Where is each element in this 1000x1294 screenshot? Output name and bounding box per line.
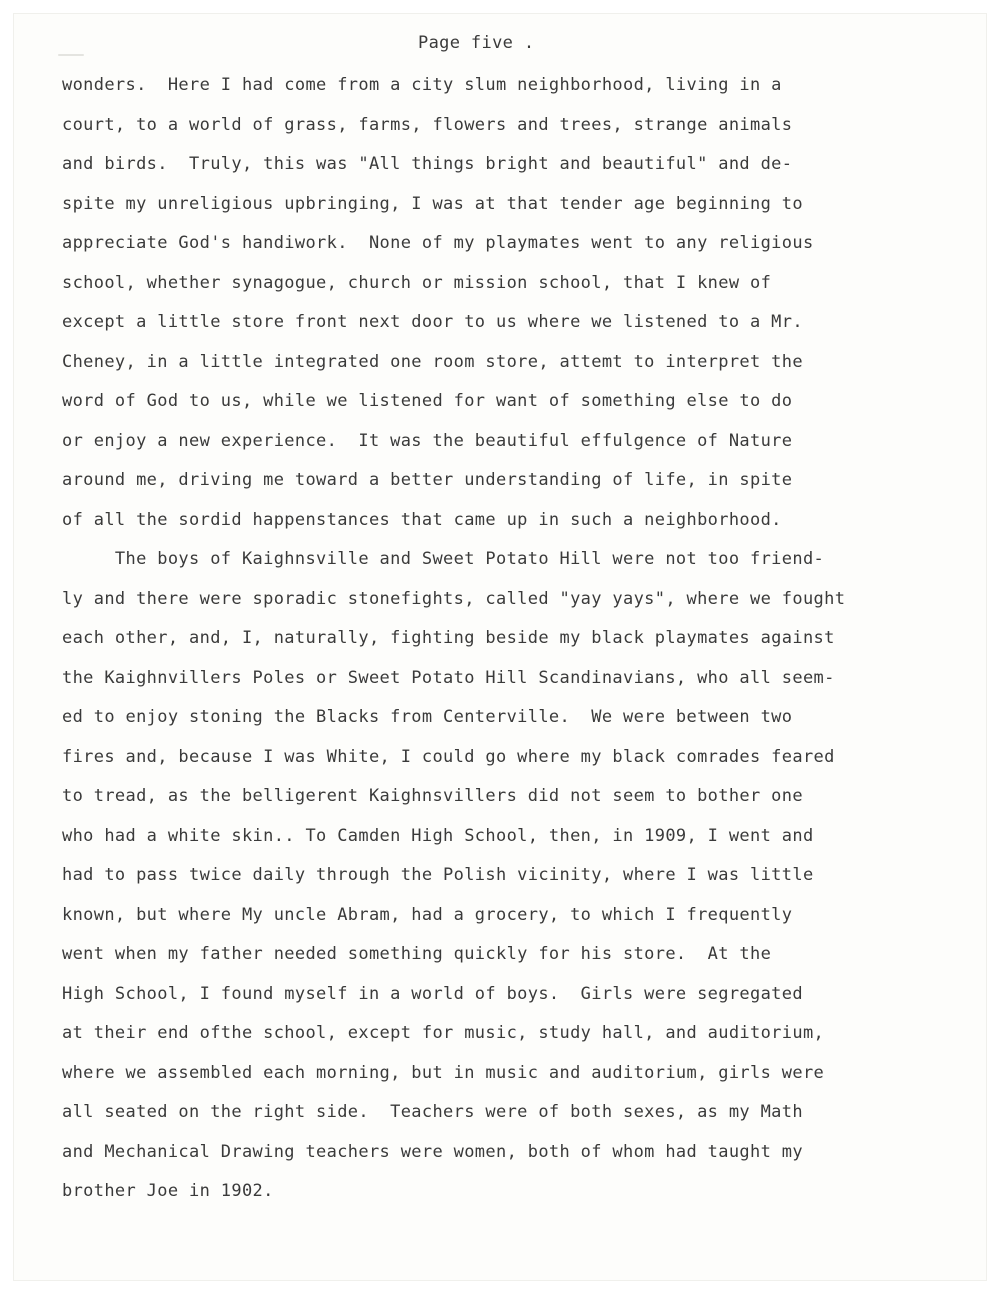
text-line: court, to a world of grass, farms, flowers and trees, strange animals xyxy=(62,114,793,135)
text-line: school, whether synagogue, church or mission school, that I knew of xyxy=(62,272,772,293)
text-line: Cheney, in a little integrated one room store, attemt to interpret the xyxy=(62,351,803,372)
text-line: except a little store front next door to us where we listened to a Mr. xyxy=(62,312,803,332)
text-line: where we assembled each morning, but in music and auditorium, girls were xyxy=(62,1062,825,1083)
text-line: the Kaighnvillers Poles or Sweet Potato Hill Scandinavians, who all seem- xyxy=(62,667,835,688)
text-line: ly and there were sporadic stonefights, called "yay yays", where we fought xyxy=(62,588,846,609)
paper-mark xyxy=(58,54,84,56)
text-line: and birds. Truly, this was "All things bright and beautiful" and de- xyxy=(62,154,793,174)
text-line: to tread, as the belligerent Kaighnsvillers did not seem to bother one xyxy=(62,786,803,806)
document-page xyxy=(14,14,986,1280)
text-line: who had a white skin.. To Camden High School, then, in 1909, I went and xyxy=(62,825,814,846)
text-line: all seated on the right side. Teachers were of both sexes, as my Math xyxy=(62,1102,803,1122)
text-line: ed to enjoy stoning the Blacks from Centerville. We were between two xyxy=(62,707,793,727)
body-text xyxy=(62,72,942,1218)
text-line: brother Joe in 1902. xyxy=(62,1181,274,1201)
text-line: each other, and, I, naturally, fighting beside my black playmates against xyxy=(62,628,835,648)
text-line: The boys of Kaighnsville and Sweet Potato Hill were not too friend- xyxy=(62,549,825,569)
text-line: wonders. Here I had come from a city slum neighborhood, living in a xyxy=(62,75,782,95)
text-line: had to pass twice daily through the Polish vicinity, where I was little xyxy=(62,865,814,885)
text-line: of all the sordid happenstances that came up in such a neighborhood. xyxy=(62,509,782,530)
text-line: and Mechanical Drawing teachers were women, both of whom had taught my xyxy=(62,1141,803,1162)
text-line: around me, driving me toward a better understanding of life, in spite xyxy=(62,470,793,490)
text-line: went when my father needed something quickly for his store. At the xyxy=(62,944,772,964)
text-line: known, but where My uncle Abram, had a grocery, to which I frequently xyxy=(62,904,793,925)
text-line: word of God to us, while we listened for want of something else to do xyxy=(62,391,793,411)
text-line: appreciate God's handiwork. None of my playmates went to any religious xyxy=(62,233,814,253)
text-line: or enjoy a new experience. It was the beautiful effulgence of Nature xyxy=(62,430,793,451)
text-line: High School, I found myself in a world of boys. Girls were segregated xyxy=(62,983,803,1004)
page-header: Page five . xyxy=(418,33,535,53)
text-line: at their end ofthe school, except for music, study hall, and auditorium, xyxy=(62,1023,825,1043)
text-line: spite my unreligious upbringing, I was at that tender age beginning to xyxy=(62,193,803,214)
text-line: fires and, because I was White, I could go where my black comrades feared xyxy=(62,746,835,767)
